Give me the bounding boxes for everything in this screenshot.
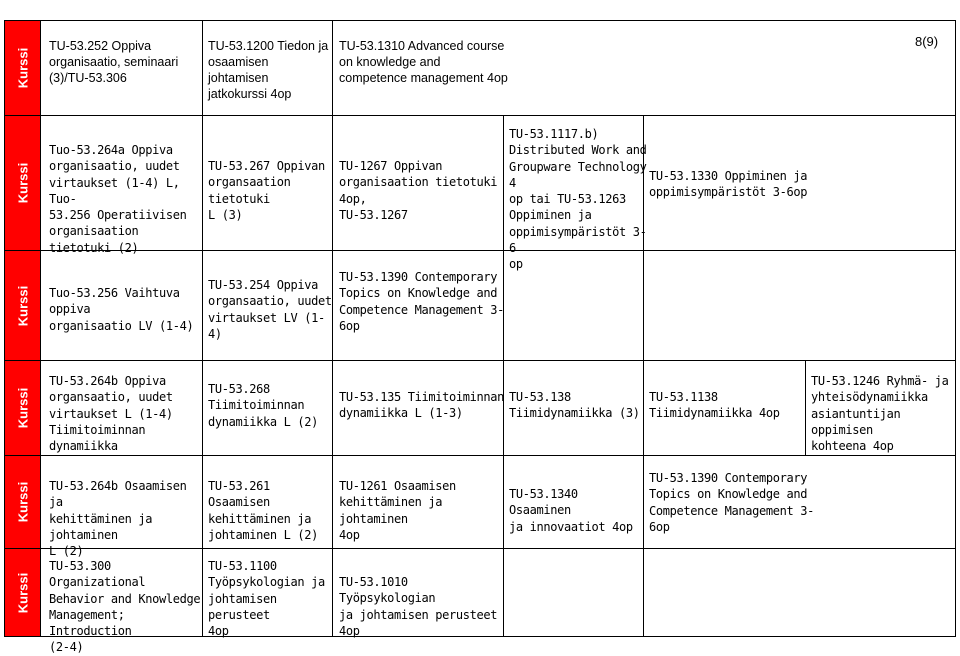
row-label (4, 360, 41, 456)
course-cell: TU-53.1390 Contemporary Topics on Knowledge and Competence Management 3- 6op (339, 270, 504, 333)
course-cell: TU-1261 Osaamisen kehittäminen ja johtaminen 4op (339, 479, 456, 542)
course-cell: TU-53.1246 Ryhmä- ja yhteisödynamiikka asiantuntijan oppimisen kohteena 4op (811, 374, 949, 454)
course-cell: TU-53.264b Oppiva organsaatio, uudet virtaukset L (1-4) Tiimitoiminnan dynamiikka (49, 374, 173, 454)
course-cell: TU-53.1310 Advanced course on knowledge and competence management 4op (339, 39, 508, 85)
course-cell: TU-53.254 Oppiva organsaatio, uudet virtaukset LV (1-4) (208, 278, 332, 341)
row-label-text: Kurssi (15, 481, 30, 523)
row-label-text: Kurssi (15, 162, 30, 204)
course-cell: Tuo-53.256 Vaihtuva oppiva organisaatio LV (1-4) (49, 286, 194, 333)
course-cell: TU-53.138 Tiimidynamiikka (3) (509, 390, 640, 421)
row-label (4, 20, 41, 116)
course-cell: TU-53.1010 Työpsykologian ja johtamisen perusteet 4op (339, 575, 498, 638)
row-label (4, 548, 41, 637)
course-cell: TU-53.135 Tiimitoiminnan dynamiikka L (1-3) (339, 390, 504, 421)
course-cell: TU-53.1117.b) Distributed Work and Groupware Technology 4 op tai TU-53.1263 Oppiminen ja oppimisympäristöt 3-6 op (509, 127, 647, 272)
course-cell: TU-53.1340 Osaaminen ja innovaatiot 4op (509, 487, 633, 534)
course-cell: Tuo-53.264a Oppiva organisaatio, uudet virtaukset (1-4) L, Tuo- 53.256 Operatiivisen organisaation tietotuki (2) (49, 143, 187, 255)
course-cell: TU-53.261 Osaamisen kehittäminen ja johtaminen L (2) (208, 479, 318, 542)
course-cell: TU-53.264b Osaamisen ja kehittäminen ja johtaminen L (2) (49, 479, 187, 559)
course-cell: TU-53.1390 Contemporary Topics on Knowledge and Competence Management 3- 6op (649, 471, 814, 534)
course-cell: TU-53.1138 Tiimidynamiikka 4op (649, 390, 780, 421)
course-cell: TU-53.1330 Oppiminen ja oppimisympäristöt 3-6op (649, 169, 808, 200)
page-number: 8(9) (915, 34, 939, 49)
row-label-text: Kurssi (15, 47, 30, 89)
course-cell: TU-53.1200 Tiedon ja osaamisen johtamisen jatkokurssi 4op (208, 39, 329, 101)
course-cell: TU-1267 Oppivan organisaation tietotuki 4op, TU-53.1267 (339, 159, 498, 222)
course-cell: TU-53.268 Tiimitoiminnan dynamiikka L (2) (208, 382, 318, 429)
course-cell: TU-53.300 Organizational Behavior and Knowledge Management; Introduction (2-4) (49, 559, 201, 655)
row-label-text: Kurssi (15, 387, 30, 429)
course-cell: TU-53.252 Oppiva organisaatio, seminaari (3)/TU-53.306 (49, 39, 179, 85)
course-cell: TU-53.1100 Työpsykologian ja johtamisen perusteet 4op (208, 559, 325, 639)
course-cell: TU-53.267 Oppivan organsaation tietotuki L (3) (208, 159, 325, 222)
row-label-text: Kurssi (15, 285, 30, 326)
row-label (4, 250, 41, 361)
row-label (4, 455, 41, 549)
row-label (4, 115, 41, 251)
row-label-text: Kurssi (15, 572, 30, 613)
